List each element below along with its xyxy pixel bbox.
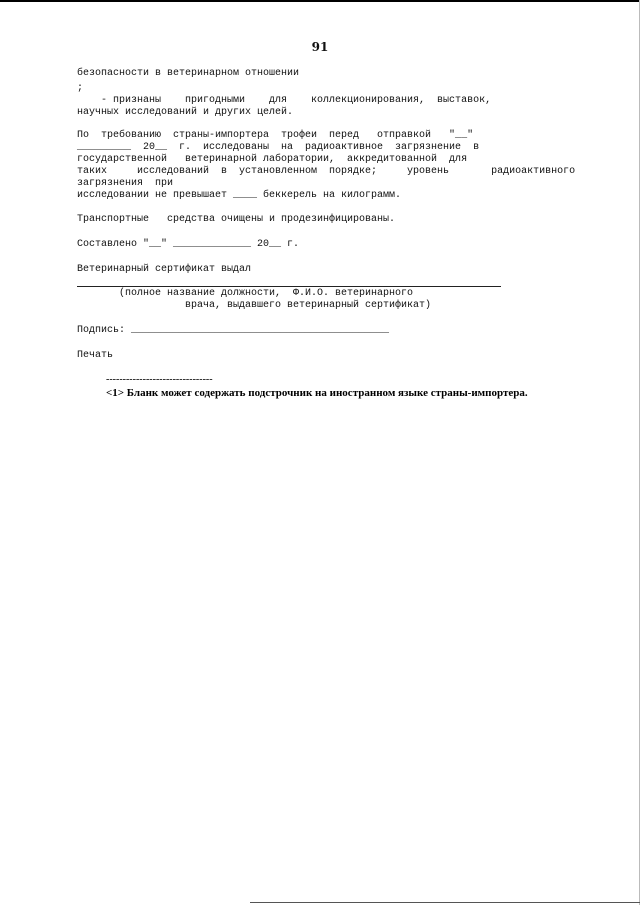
seal-label: Печать xyxy=(77,350,114,361)
text-line-15: врача, выдавшего ветеринарный сертификат) xyxy=(77,300,432,311)
text-line-13: Ветеринарный сертификат выдал xyxy=(77,264,252,275)
text-line-14: (полное название должности, Ф.И.О. ветеринарного xyxy=(77,288,414,299)
text-line-12: Составлено "__" _____________ 20__ г. xyxy=(77,239,300,250)
text-line-8: таких исследований в установленном порядке; уровень радиоактивного xyxy=(77,166,576,177)
footnote: <1> Бланк может содержать подстрочник на иностранном языке страны-импортера. xyxy=(106,387,528,399)
text-line-4: научных исследований и других целей. xyxy=(77,107,294,118)
scan-edge-bottom xyxy=(250,902,640,903)
signature-line: Подпись: ___________________________________________ xyxy=(77,325,390,336)
signature-title-rule xyxy=(77,286,501,287)
text-line-3: - признаны пригодными для коллекционирования, выставок, xyxy=(77,95,492,106)
footnote-separator: -------------------------------- xyxy=(106,374,213,385)
text-line-5: По требованию страны-импортера трофеи перед отправкой "__" xyxy=(77,130,474,141)
text-line-11: Транспортные средства очищены и продезинфицированы. xyxy=(77,214,396,225)
page-number: 91 xyxy=(311,40,329,54)
text-line-2: ; xyxy=(77,83,84,94)
text-line-1: безопасности в ветеринарном отношении xyxy=(77,68,300,79)
text-line-9: загрязнения при xyxy=(77,178,174,189)
text-line-7: государственной ветеринарной лаборатории, аккредитованной для xyxy=(77,154,468,165)
scan-edge-top xyxy=(0,0,640,2)
text-line-10: исследовании не превышает ____ беккерель на килограмм. xyxy=(77,190,402,201)
text-line-6: _________ 20__ г. исследованы на радиоактивное загрязнение в xyxy=(77,142,480,153)
